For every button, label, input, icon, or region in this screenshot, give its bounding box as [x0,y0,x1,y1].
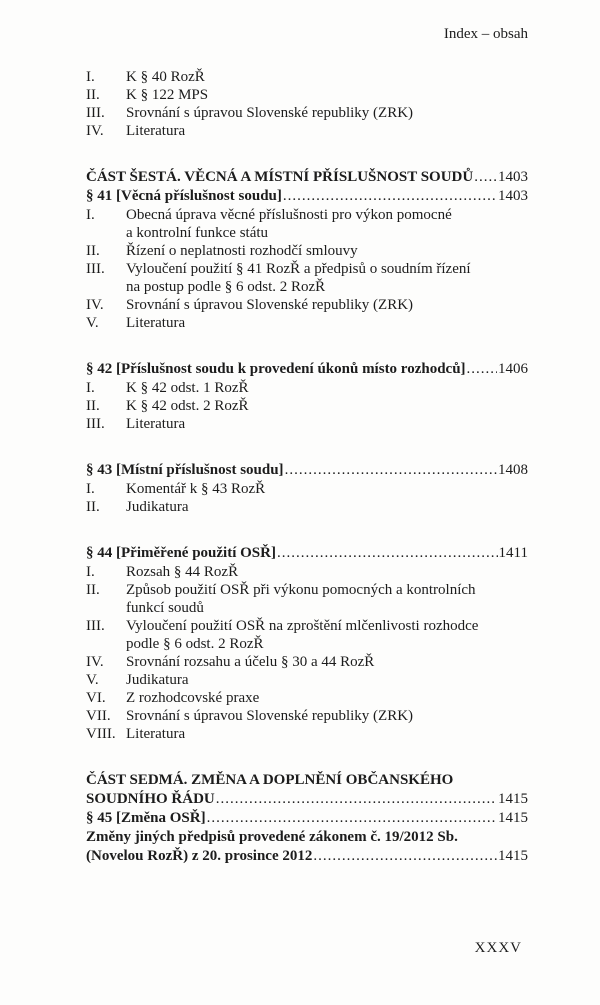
entry-number: II. [86,499,100,515]
entry-number [86,599,126,617]
toc-entry[interactable] [86,653,528,671]
changes-page: 1415 [498,848,528,864]
entry-text: Judikatura [126,499,189,515]
entry-number: V. [86,672,99,688]
s45-title: § 45 [Změna OSŘ] [86,810,206,826]
entry-text: Způsob použití OSŘ při výkonu pomocných a kontrolních [126,582,476,598]
running-header: Index – obsah [443,26,528,42]
leader-dots [283,187,497,206]
toc-part6-heading[interactable] [86,168,528,187]
toc-entry[interactable] [86,206,528,224]
entry-number: VIII. [86,726,116,742]
toc-entry[interactable] [86,707,528,725]
toc-s45-heading[interactable] [86,809,528,828]
entry-text: K § 122 MPS [126,87,209,103]
entry-text: K § 40 RozŘ [126,69,205,85]
toc-entry[interactable] [86,671,528,689]
s43-page: 1408 [498,462,528,478]
leader-dots [216,790,497,809]
leader-dots [313,847,497,866]
toc-entry[interactable] [86,599,528,617]
entry-text: Vyloučení použití OSŘ na zproštění mlčenlivosti rozhodce [126,618,479,634]
entry-number: I. [86,564,95,580]
toc-entry[interactable] [86,379,528,397]
entry-number: II. [86,87,100,103]
toc-entry[interactable] [86,689,528,707]
toc-entry[interactable] [86,86,528,104]
s43-title: § 43 [Místní příslušnost soudu] [86,462,284,478]
toc-entry[interactable] [86,498,528,516]
entry-text: K § 42 odst. 1 RozŘ [126,380,249,396]
entry-text: Literatura [126,123,186,139]
entry-text: podle § 6 odst. 2 RozŘ [126,636,264,652]
s45-page: 1415 [498,810,528,826]
changes-title-line2: (Novelou RozŘ) z 20. prosince 2012 [86,848,313,864]
entry-text: Judikatura [126,672,189,688]
entry-number: III. [86,105,105,121]
toc-changes-heading-line2[interactable] [86,847,528,866]
entry-number [86,278,126,296]
entry-number: I. [86,481,95,497]
leader-dots [285,461,497,480]
s41-page: 1403 [498,188,528,204]
entry-number: I. [86,380,95,396]
toc-s41-heading[interactable] [86,187,528,206]
toc-entry[interactable] [86,635,528,653]
s41-title: § 41 [Věcná příslušnost soudu] [86,188,282,204]
entry-number: IV. [86,297,104,313]
entry-text: Rozsah § 44 RozŘ [126,564,239,580]
entry-number: V. [86,315,99,331]
entry-number: II. [86,582,100,598]
entry-number: III. [86,618,105,634]
toc-entry[interactable] [86,122,528,140]
leader-dots [467,360,497,379]
toc-entry[interactable] [86,104,528,122]
toc-entry[interactable] [86,397,528,415]
entry-number: VI. [86,690,106,706]
entry-text: K § 42 odst. 2 RozŘ [126,398,249,414]
entry-text: Literatura [126,416,186,432]
entry-text: Komentář k § 43 RozŘ [126,481,266,497]
toc-entry[interactable] [86,314,528,332]
entry-text: Srovnání s úpravou Slovenské republiky (ZRK) [126,297,414,313]
page-number: XXXV [474,940,522,956]
toc-entry[interactable] [86,296,528,314]
toc-entry[interactable] [86,68,528,86]
leader-dots [277,544,498,563]
entry-text: a kontrolní funkce státu [126,225,269,241]
toc-s43-heading[interactable] [86,461,528,480]
toc-entry[interactable] [86,617,528,635]
entry-text: Literatura [126,315,186,331]
entry-text: Literatura [126,726,186,742]
entry-number: I. [86,69,95,85]
leader-dots [474,168,497,187]
toc-entry[interactable] [86,725,528,743]
entry-text: na postup podle § 6 odst. 2 RozŘ [126,279,326,295]
entry-number: II. [86,243,100,259]
toc-entry[interactable] [86,242,528,260]
part7-page: 1415 [498,791,528,807]
entry-number: III. [86,416,105,432]
entry-text: Srovnání s úpravou Slovenské republiky (ZRK) [126,708,414,724]
entry-number [86,635,126,653]
entry-number: I. [86,207,95,223]
s44-items [86,563,528,743]
entry-text: Řízení o neplatnosti rozhodčí smlouvy [126,243,358,259]
toc-entry[interactable] [86,581,528,599]
toc-s42-heading[interactable] [86,360,528,379]
entry-text: Srovnání rozsahu a účelu § 30 a 44 RozŘ [126,654,375,670]
s44-title: § 44 [Přiměřené použití OSŘ] [86,545,276,561]
toc-entry[interactable] [86,563,528,581]
s42-items [86,379,528,433]
entry-text: funkcí soudů [126,600,204,616]
entry-text: Srovnání s úpravou Slovenské republiky (ZRK) [126,105,414,121]
toc-entry[interactable] [86,415,528,433]
part6-title: ČÁST ŠESTÁ. VĚCNÁ A MÍSTNÍ PŘÍSLUŠNOST SOUDŮ [86,169,474,185]
entry-number: IV. [86,654,104,670]
entry-text: Z rozhodcovské praxe [126,690,260,706]
top-list [86,68,528,140]
toc-entry[interactable] [86,278,528,296]
toc-entry[interactable] [86,224,528,242]
entry-number: III. [86,261,105,277]
toc-changes-heading-line1[interactable] [86,828,528,847]
entry-number: IV. [86,123,104,139]
part7-title-line2: SOUDNÍHO ŘÁDU [86,791,215,807]
toc-part7-heading-line2[interactable] [86,790,528,809]
changes-title-line1: Změny jiných předpisů provedené zákonem č. 19/2012 Sb. [86,829,458,845]
entry-number [86,224,126,242]
s42-title: § 42 [Příslušnost soudu k provedení úkonů místo rozhodců] [86,361,466,377]
toc-entry[interactable] [86,260,528,278]
entry-number: II. [86,398,100,414]
s44-page: 1411 [498,545,528,561]
entry-number: VII. [86,708,111,724]
entry-text: Vyloučení použití § 41 RozŘ a předpisů o soudním řízení [126,261,471,277]
s41-items [86,206,528,332]
leader-dots [207,809,497,828]
toc-content [86,68,528,866]
toc-s44-heading[interactable] [86,544,528,563]
toc-part7-heading-line1[interactable] [86,771,528,790]
s42-page: 1406 [498,361,528,377]
entry-text: Obecná úprava věcné příslušnosti pro výkon pomocné [126,207,452,223]
part7-title-line1: ČÁST SEDMÁ. ZMĚNA A DOPLNĚNÍ OBČANSKÉHO [86,772,454,788]
part6-page: 1403 [498,169,528,185]
toc-entry[interactable] [86,480,528,498]
s43-items [86,480,528,516]
